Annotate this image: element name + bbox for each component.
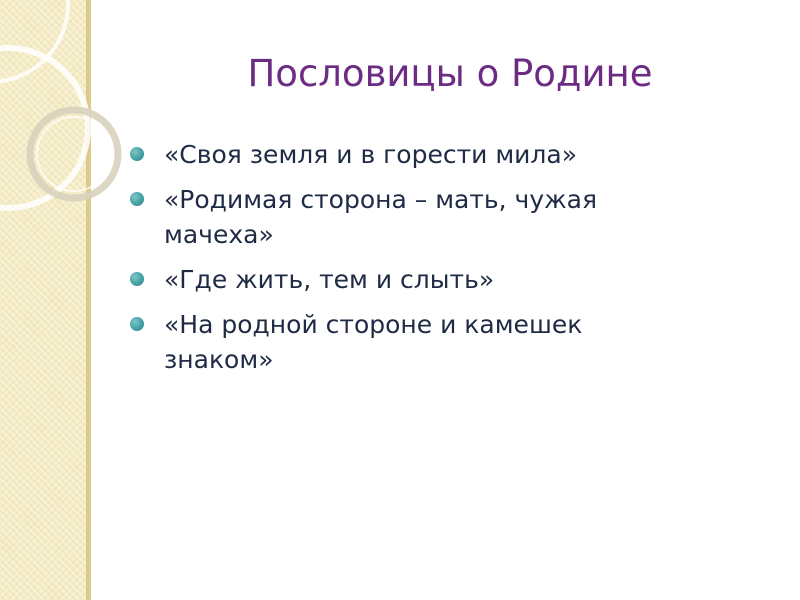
- bullet-item: [128, 262, 688, 297]
- slide-title: Пословицы о Родине: [247, 52, 653, 95]
- teal-circle-bullet-icon: [130, 147, 144, 161]
- overlapping-rings-icon: [0, 0, 130, 240]
- bullet-list: [128, 137, 688, 387]
- teal-circle-bullet-icon: [130, 272, 144, 286]
- bullet-item: [128, 307, 688, 377]
- bullet-item: [128, 137, 688, 172]
- bullet-text: «Своя земля и в горести мила»: [164, 140, 578, 169]
- bullet-text: «Где жить, тем и слыть»: [164, 265, 495, 294]
- bullet-text: «Родимая сторона – мать, чужая мачеха»: [164, 185, 598, 249]
- bullet-text: «На родной стороне и камешек знаком»: [164, 310, 583, 374]
- teal-circle-bullet-icon: [130, 192, 144, 206]
- teal-circle-bullet-icon: [130, 317, 144, 331]
- bullet-item: [128, 182, 688, 252]
